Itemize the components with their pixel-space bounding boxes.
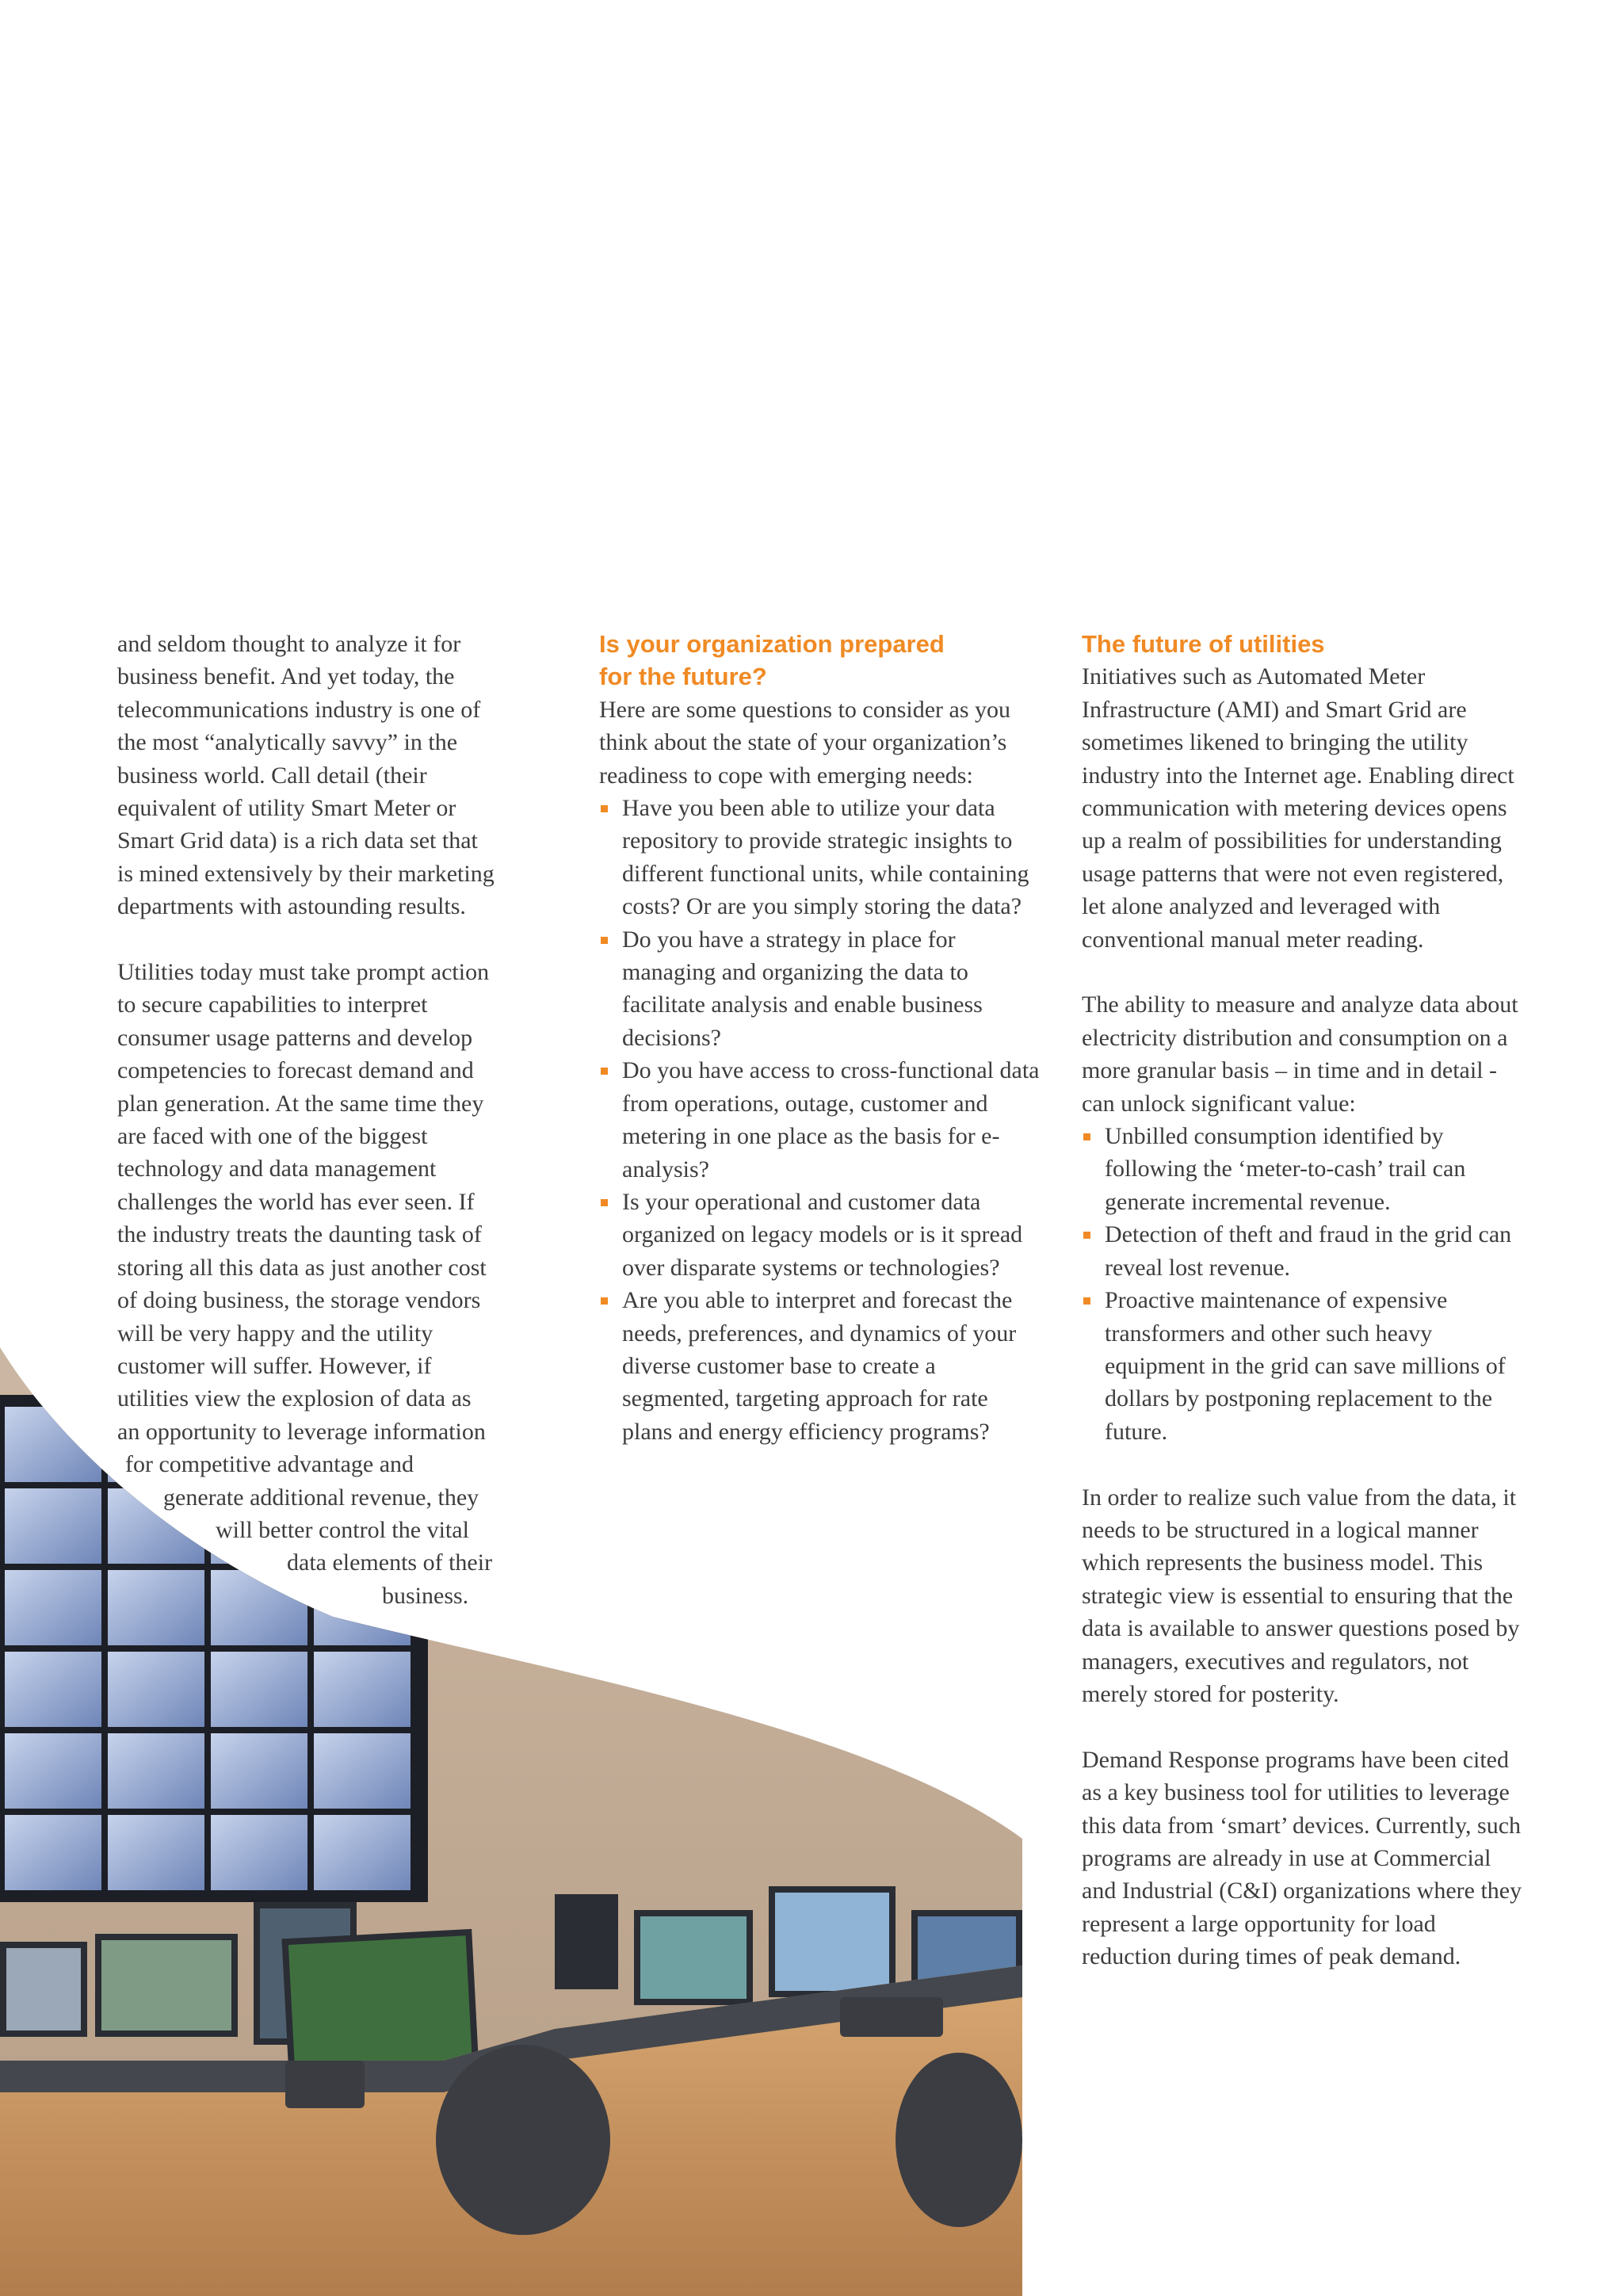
text-line: business. — [382, 1582, 469, 1609]
heading-line: for the future? — [599, 663, 767, 691]
text-line: of doing business, the storage vendors — [117, 1287, 481, 1314]
text-line: and seldom thought to analyze it for — [117, 631, 461, 657]
text-line: generate additional revenue, they — [163, 1484, 479, 1511]
text-line: equivalent of utility Smart Meter or — [117, 795, 456, 822]
text-line: is mined extensively by their marketing — [117, 860, 495, 887]
text-line: storing all this data as just another cost — [117, 1254, 487, 1281]
text-line: will be very happy and the utility — [117, 1320, 433, 1347]
text-line: data elements of their — [287, 1549, 493, 1576]
text-line: Smart Grid data) is a rich data set that — [117, 827, 478, 854]
text-line: challenges the world has ever seen. If — [117, 1188, 475, 1215]
list-item: Have you been able to utilize your data repository to provide strategic insights to different functional units, while containing costs? Or are you simply storing the data? — [599, 792, 1043, 923]
paragraph: Demand Response programs have been cited as a key business tool for utilities to leverage this data from ‘smart’ devices. Currently, such programs are already in use at Commercial and Industrial (C&I) organizations where they represent a large opportunity for load reduction during times of peak demand. — [1082, 1746, 1522, 1970]
paragraph: Initiatives such as Automated Meter Infrastructure (AMI) and Smart Grid are sometimes likened to bringing the utility industry into the Internet age. Enabling direct communication with metering devices opens up a realm of possibilities for understanding usage patterns that were not even registered, let alone analyzed and leveraged with conventional manual meter reading. — [1082, 663, 1514, 953]
text-line: Utilities today must take prompt action — [117, 959, 490, 986]
text-line: the industry treats the daunting task of — [117, 1221, 482, 1248]
section-heading: The future of utilities — [1082, 630, 1325, 658]
text-line: utilities view the explosion of data as — [117, 1385, 472, 1412]
text-line: departments with astounding results. — [117, 893, 466, 920]
text-line: for competitive advantage and — [125, 1451, 414, 1478]
text-line: are faced with one of the biggest — [117, 1123, 428, 1150]
text-line: technology and data management — [117, 1156, 437, 1182]
section-heading — [599, 628, 1043, 693]
column-1-paragraph-2 — [117, 956, 561, 1612]
column-2 — [599, 628, 1043, 1448]
column-1-paragraph-1 — [117, 628, 561, 923]
text-line: to secure capabilities to interpret — [117, 991, 428, 1018]
list-item: Unbilled consumption identified by following the ‘meter-to-cash’ trail can generate incremental revenue. — [1082, 1120, 1526, 1218]
list-item: Is your operational and customer data organized on legacy models or is it spread over disparate systems or technologies? — [599, 1186, 1043, 1284]
text-line: will better control the vital — [216, 1516, 469, 1543]
column-1 — [117, 628, 561, 1612]
list-item: Do you have access to cross-functional data from operations, outage, customer and metering in one place as the basis for e-analysis? — [599, 1054, 1043, 1186]
text-line: customer will suffer. However, if — [117, 1352, 432, 1379]
value-list — [1082, 1120, 1526, 1448]
text-line: telecommunications industry is one of — [117, 696, 481, 723]
list-item: Proactive maintenance of expensive transformers and other such heavy equipment in the grid can save millions of dollars by postponing replacement to the future. — [1082, 1284, 1526, 1448]
paragraph: In order to realize such value from the data, it needs to be structured in a logical manner which represents the business model. This strategic view is essential to ensuring that the data is available to answer questions posed by managers, executives and regulators, not merely stored for posterity. — [1082, 1484, 1520, 1707]
text-line: business benefit. And yet today, the — [117, 663, 455, 690]
text-line: the most “analytically savvy” in the — [117, 729, 458, 756]
paragraph: The ability to measure and analyze data about electricity distribution and consumption on a more granular basis – in time and in detail - can unlock significant value: — [1082, 991, 1518, 1117]
text-line: competencies to forecast demand and — [117, 1057, 474, 1084]
text-line: business world. Call detail (their — [117, 762, 427, 789]
text-line: an opportunity to leverage information — [117, 1418, 486, 1445]
question-list — [599, 792, 1043, 1448]
heading-line: Is your organization prepared — [599, 630, 945, 658]
text-line: plan generation. At the same time they — [117, 1090, 484, 1117]
list-item: Detection of theft and fraud in the grid can reveal lost revenue. — [1082, 1218, 1526, 1284]
intro-paragraph: Here are some questions to consider as you think about the state of your organization’s readiness to cope with emerging needs: — [599, 696, 1011, 789]
list-item: Do you have a strategy in place for managing and organizing the data to facilitate analysis and enable business decisions? — [599, 923, 1043, 1055]
text-line: consumer usage patterns and develop — [117, 1024, 473, 1051]
column-3 — [1082, 628, 1526, 1973]
list-item: Are you able to interpret and forecast the needs, preferences, and dynamics of your diverse customer base to create a segmented, targeting approach for rate plans and energy efficiency programs? — [599, 1284, 1043, 1448]
